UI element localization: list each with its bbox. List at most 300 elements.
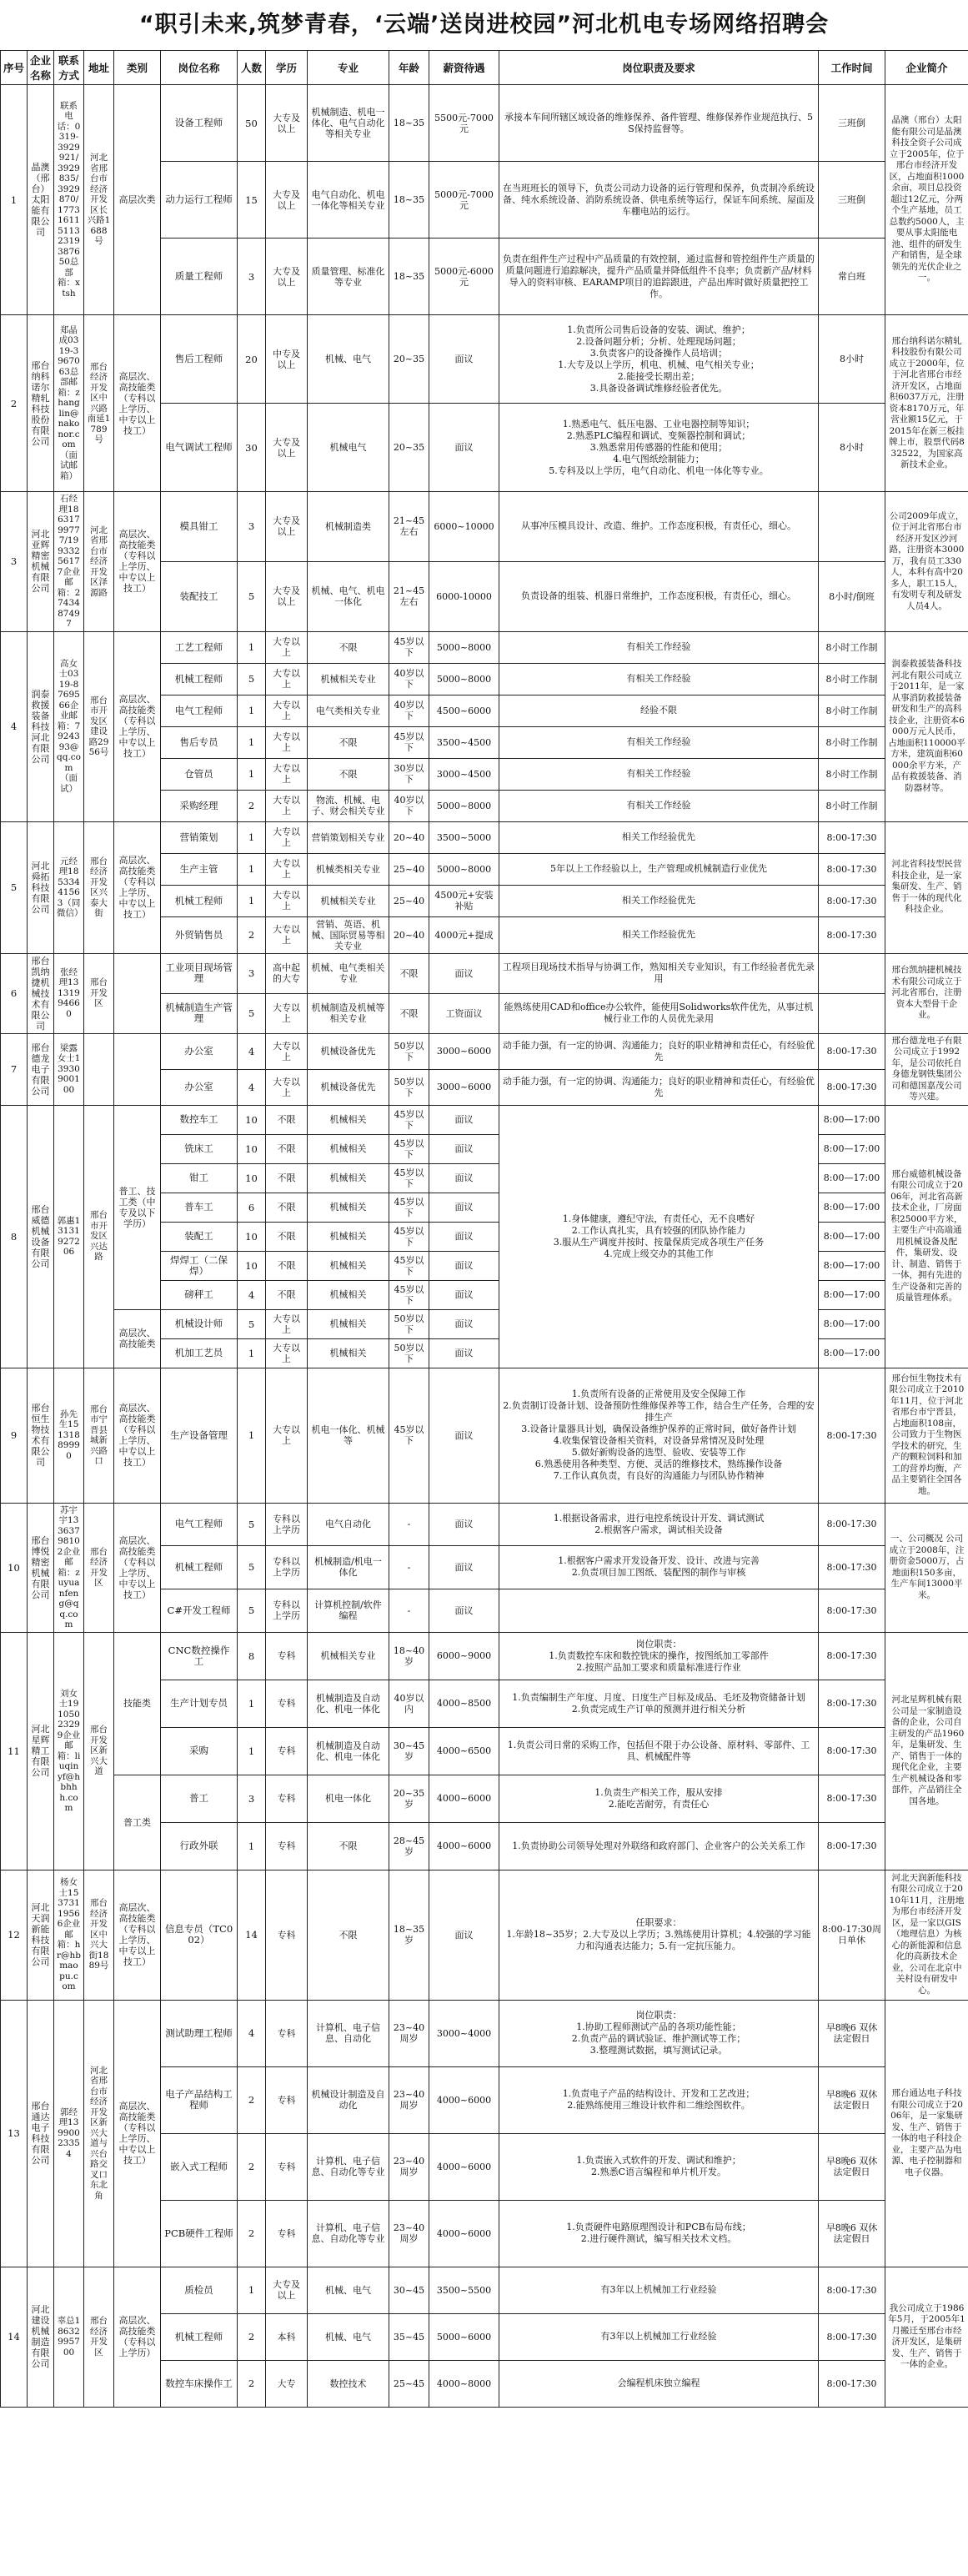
job-major: 机械制造及自动化、机电一体化 — [308, 1680, 389, 1727]
job-age: - — [389, 1546, 429, 1589]
job-salary: 4000~6500 — [429, 1727, 499, 1775]
job-education: 专科 — [266, 1727, 308, 1775]
job-salary: 面议 — [429, 1222, 499, 1251]
table-row — [1, 2000, 968, 2066]
job-major: 数控技术 — [308, 2360, 389, 2407]
job-salary: 面议 — [429, 315, 499, 404]
job-count: 4 — [238, 1280, 266, 1309]
job-salary: 4000~8500 — [429, 1680, 499, 1727]
job-work-time: 8:00-17:30 — [819, 1727, 885, 1775]
job-education: 大专及以上 — [266, 2267, 308, 2313]
row-number: 11 — [1, 1632, 28, 1870]
job-work-time: 早8晚6 双休 法定假日 — [819, 2000, 885, 2066]
job-count: 1 — [238, 758, 266, 790]
job-count: 1 — [238, 821, 266, 853]
job-salary: 4000~6000 — [429, 2066, 499, 2133]
job-category — [114, 953, 161, 1033]
job-duties: 1.负责所公司售后设备的安装、调试、维护； 2.设备问题分析；分析、处理现场问题； 3.负责客户的设备操作人员培训； 1.大专及以上学历，机电、机械、电气相关专业； 2.能接受长期出差； 3.具备设备调试维修经验者优先。 — [499, 315, 819, 404]
job-duties: 1.负责所有设备的正常使用及安全保障工作 2.负责制订设备计划、设备预防性维修保养等工作，结合生产任务，合理的安排生产 3.设备计量器具计划，确保设备维护保养的正常时间，做好备件计划 4.收集保管设备相关资料，对设备异常情况及时处理 5.做好新购设备的选型、验收、安装等工作 6.熟悉使用各种类型、方便、灵活的维修技术，熟练操作设备 7.工作认真负责，有良好的沟通能力与团队协作精神 — [499, 1368, 819, 1503]
job-major: 计算机、电子信息、自动化等专业 — [308, 2200, 389, 2267]
job-work-time — [819, 993, 885, 1033]
job-count: 5 — [238, 993, 266, 1033]
job-age: 18~35 — [389, 162, 429, 239]
job-education: 大专以上 — [266, 1069, 308, 1105]
job-major: 物流、机械、电子、财会相关专业 — [308, 790, 389, 821]
company-address: 邢台市开发区建设路2956号 — [84, 631, 114, 821]
job-work-time: 8:00-17:30 — [819, 1589, 885, 1632]
header-education: 学历 — [266, 51, 308, 85]
job-position: PCB硬件工程师 — [161, 2200, 238, 2267]
job-count: 1 — [238, 1338, 266, 1368]
company-intro: 晶澳（邢台）太阳能有限公司是晶澳科技全资子公司成立于2005年，位于邢台市经济开发区，占地面积1000余亩，项目总投资超过12亿元，分两个生产基地，员工总数约5000人，主要从事太阳能电池、组件的研发生产和销售，是全球领先的光伏企业之一。 — [885, 85, 968, 315]
job-education: 大专以上 — [266, 1338, 308, 1368]
job-education: 大专以上 — [266, 853, 308, 885]
company-address: 邢台经济开发区中兴路南延1789号 — [84, 315, 114, 492]
job-major: 机械、电气 — [308, 2313, 389, 2360]
job-major: 机械、电气类相关专业 — [308, 953, 389, 993]
job-position: 机械设计师 — [161, 1309, 238, 1338]
job-age: 20~35 — [389, 404, 429, 492]
job-age: 40岁以下 — [389, 663, 429, 695]
company-name: 邢台德龙电子有限公司 — [28, 1033, 54, 1105]
company-intro: 邢台凯纳捷机械技术有限公司成立于河北省邢台，注册资本大型骨干企业。 — [885, 953, 968, 1033]
company-name: 邢台博悦精密机械有限公司 — [28, 1503, 54, 1632]
job-duties: 有相关工作经验 — [499, 758, 819, 790]
header-duties: 岗位职责及要求 — [499, 51, 819, 85]
job-age: 28~45岁 — [389, 1822, 429, 1870]
job-age: 21~45左右 — [389, 561, 429, 631]
company-address: 邢台开发区 — [84, 953, 114, 1033]
job-position: 电气工程师 — [161, 1503, 238, 1546]
job-duties: 有相关工作经验 — [499, 726, 819, 758]
job-age: 不限 — [389, 953, 429, 993]
job-education: 不限 — [266, 1134, 308, 1163]
job-count: 50 — [238, 85, 266, 162]
job-salary: 5000元-6000元 — [429, 239, 499, 315]
job-education: 不限 — [266, 1105, 308, 1134]
job-work-time: 8:00-17:30 — [819, 853, 885, 885]
job-education: 不限 — [266, 1280, 308, 1309]
job-duties: 有相关工作经验 — [499, 790, 819, 821]
job-salary: 面议 — [429, 1338, 499, 1368]
header-major: 专业 — [308, 51, 389, 85]
job-count: 1 — [238, 726, 266, 758]
job-count: 5 — [238, 561, 266, 631]
job-major: 机械制造、机电一体化、电气自动化等相关专业 — [308, 85, 389, 162]
job-position: 焊焊工（二保焊） — [161, 1251, 238, 1280]
job-major: 机械类相关专业 — [308, 853, 389, 885]
row-number: 4 — [1, 631, 28, 821]
company-intro: 邢台威德机械设备有限公司成立于2006年，河北省高新技术企业，厂房面积25000平方米，主要生产中高端通用机械设备及配件，集研发、设计、制造、销售于一体，拥有先进的生产设备和完善的质量管理体系。 — [885, 1105, 968, 1368]
job-major: 电气类相关专业 — [308, 695, 389, 726]
job-age: 25~40 — [389, 853, 429, 885]
job-work-time: 8小时工作制 — [819, 758, 885, 790]
table-row — [1, 1309, 968, 1338]
company-address: 邢台市宁晋县城新兴路口 — [84, 1368, 114, 1503]
job-age: 30岁以下 — [389, 758, 429, 790]
job-major: 不限 — [308, 1870, 389, 2000]
job-salary: 5000~8000 — [429, 853, 499, 885]
job-count: 4 — [238, 2000, 266, 2066]
table-row — [1, 492, 968, 562]
job-work-time: 8:00—17:00 — [819, 1193, 885, 1222]
job-major: 机械相关专业 — [308, 1632, 389, 1680]
job-education: 专科 — [266, 1870, 308, 2000]
job-age: 20~35岁 — [389, 1775, 429, 1822]
row-number: 13 — [1, 2000, 28, 2267]
job-age: 45岁以下 — [389, 1251, 429, 1280]
company-intro: 润泰救援装备科技河北有限公司成立于2011年，是一家从事消防救援装备研发和生产的高科技企业，注册资本6000万元人民币，占地面积110000平方米，建筑面积60000余平方米，产品有救援装备、消防器材等。 — [885, 631, 968, 821]
job-work-time: 8小时工作制 — [819, 726, 885, 758]
job-duties: 负责设备的组装、机器日常维护，工作态度积极，有责任心，细心。 — [499, 561, 819, 631]
job-age: 18~35 — [389, 239, 429, 315]
company-address: 邢台经济开发区中兴大街1889号 — [84, 1870, 114, 2000]
company-intro: 邢台恒生物技术有限公司成立于2010年11月，位于河北省邢台市宁晋县，占地面积108亩，公司致力于生物医学技术的研究，生产的颗粒饲料和加工的营养均衡，产品主要销往全国各地。 — [885, 1368, 968, 1503]
job-duties: 有3年以上机械加工行业经验 — [499, 2267, 819, 2313]
job-duties: 相关工作经验优先 — [499, 916, 819, 953]
job-age: 50岁以下 — [389, 1033, 429, 1069]
job-work-time: 8:00-17:30 — [819, 1822, 885, 1870]
job-major: 营销、英语、机械、国际贸易等相关专业 — [308, 916, 389, 953]
header-no: 序号 — [1, 51, 28, 85]
company-intro: 邢台通达电子科技有限公司成立于2006年，是一家集研发、生产、销售于一体的电子科技企业，主要产品为电源、电子控制器和电子仪器。 — [885, 2000, 968, 2267]
company-intro: 邢台纳科诺尔精轧科技股份有限公司成立于2000年，位于河北省邢台市经济开发区，占地面积6037万元，注册资本8170万元，年营业额15亿元，于2015年在新三板挂牌上市，股票代码832522，为国家高新技术企业。 — [885, 315, 968, 492]
job-salary: 面议 — [429, 1589, 499, 1632]
header-position: 岗位名称 — [161, 51, 238, 85]
job-age: 50岁以下 — [389, 1309, 429, 1338]
job-work-time: 8:00—17:00 — [819, 1251, 885, 1280]
job-major: 机械设备优先 — [308, 1033, 389, 1069]
job-major: 机械电气 — [308, 404, 389, 492]
job-salary: 面议 — [429, 1546, 499, 1589]
company-address: 邢台市开发区兴达路 — [84, 1105, 114, 1368]
job-duties: 1.根据客户需求开发设备开发、设计、改进与完善 2.负责项目加工图纸、装配图的制作与审核 — [499, 1546, 819, 1589]
job-education: 大专以上 — [266, 916, 308, 953]
job-count: 10 — [238, 1163, 266, 1193]
row-number: 12 — [1, 1870, 28, 2000]
job-education: 大专及以上 — [266, 404, 308, 492]
job-age: 45岁以下 — [389, 1368, 429, 1503]
job-age: 23~40周岁 — [389, 2066, 429, 2133]
job-age: 40岁以下 — [389, 790, 429, 821]
header-company: 企业名称 — [28, 51, 54, 85]
job-age: 35~45 — [389, 2313, 429, 2360]
company-contact: 苏宇宇13363798102企业邮箱：zuyuanfeng@qq.com — [54, 1503, 84, 1632]
company-name: 邢台威德机械设备有限公司 — [28, 1105, 54, 1368]
job-age: 25~40 — [389, 885, 429, 916]
job-education: 大专以上 — [266, 1309, 308, 1338]
job-position: 工业项目现场管理 — [161, 953, 238, 993]
header-work-time: 工作时间 — [819, 51, 885, 85]
job-work-time: 三班倒 — [819, 85, 885, 162]
company-contact: 刘女士19105023299企业邮箱：liuqinyf@hbhhh.com — [54, 1632, 84, 1870]
job-position: 数控车床操作工 — [161, 2360, 238, 2407]
job-count: 10 — [238, 1105, 266, 1134]
company-contact: 杨女士15373119566企业邮箱：hr@hbmaopu.com — [54, 1870, 84, 2000]
company-address: 河北省邢台市经济开发区新兴大道与兴台路交叉口东北角 — [84, 2000, 114, 2267]
job-salary: 5000~8000 — [429, 631, 499, 663]
job-position: 采购经理 — [161, 790, 238, 821]
job-position: 采购 — [161, 1727, 238, 1775]
job-age: 45岁以下 — [389, 1222, 429, 1251]
job-salary: 5000~6000 — [429, 2313, 499, 2360]
job-salary: 面议 — [429, 404, 499, 492]
job-duties: 动手能力强，有一定的协调、沟通能力；良好的职业精神和责任心，有经验优先 — [499, 1069, 819, 1105]
job-education: 本科 — [266, 2313, 308, 2360]
company-name: 河北星辉精工有限公司 — [28, 1632, 54, 1870]
job-position: 动力运行工程师 — [161, 162, 238, 239]
job-education: 专科以上学历 — [266, 1546, 308, 1589]
job-position: 机械工程师 — [161, 885, 238, 916]
job-salary: 5500元-7000元 — [429, 85, 499, 162]
page-title: “职引未来,筑梦青春，‘云端’送岗进校园”河北机电专场网络招聘会 — [138, 12, 830, 38]
job-count: 10 — [238, 1222, 266, 1251]
job-work-time: 8:00-17:30 — [819, 1069, 885, 1105]
job-position: 普车工 — [161, 1193, 238, 1222]
job-duties: 相关工作经验优先 — [499, 821, 819, 853]
job-salary: 3000~4500 — [429, 758, 499, 790]
job-work-time: 8:00-17:30 — [819, 2313, 885, 2360]
job-count: 4 — [238, 1069, 266, 1105]
job-count: 1 — [238, 1727, 266, 1775]
job-salary: 面议 — [429, 953, 499, 993]
company-name: 邢台纳科诺尔精轧科技股份有限公司 — [28, 315, 54, 492]
job-duties: 1.负责公司日常的采购工作，包括但不限于办公设备、原材料、零部件、工具、机械配件等 — [499, 1727, 819, 1775]
job-position: 工艺工程师 — [161, 631, 238, 663]
job-salary: 5000~8000 — [429, 790, 499, 821]
job-work-time: 8小时工作制 — [819, 663, 885, 695]
company-name: 河北天润新能科技有限公司 — [28, 1870, 54, 2000]
job-major: 不限 — [308, 758, 389, 790]
company-intro: 我公司成立于1986年5月，于2005年1月搬迁至邢台市经济开发区，是集研发、生产、销售于一体的企业。 — [885, 2267, 968, 2407]
company-name: 河北亚辉精密机械有限公司 — [28, 492, 54, 632]
job-count: 3 — [238, 1775, 266, 1822]
company-name: 河北建设机械制造有限公司 — [28, 2267, 54, 2407]
header-row — [1, 51, 968, 85]
job-education: 大专及以上 — [266, 561, 308, 631]
job-major: 机械制造及机械等相关专业 — [308, 993, 389, 1033]
job-duties: 任职要求： 1.年龄18~35岁；2.大专及以上学历；3.熟练使用计算机；4.较强的学习能力和沟通表达能力；5.有一定抗压能力。 — [499, 1870, 819, 2000]
job-count: 5 — [238, 1309, 266, 1338]
job-count: 1 — [238, 853, 266, 885]
job-work-time: 8:00—17:00 — [819, 1134, 885, 1163]
job-age: 45岁以下 — [389, 631, 429, 663]
job-position: 磅秤工 — [161, 1280, 238, 1309]
job-salary: 4500元+安装补贴 — [429, 885, 499, 916]
job-age: 18~35岁 — [389, 1870, 429, 2000]
company-intro: 河北星辉机械有限公司是一家制造设备的企业，公司自主研发的产品1960年，是集研发、生产、销售于一体的现代化企业，主要生产机械设备和零部件，产品销往全国各地。 — [885, 1632, 968, 1870]
company-contact: 郭惠13131927206 — [54, 1105, 84, 1368]
job-age: 23~40周岁 — [389, 2133, 429, 2200]
job-position: 外贸销售员 — [161, 916, 238, 953]
job-work-time: 8小时工作制 — [819, 695, 885, 726]
job-education: 大专以上 — [266, 1368, 308, 1503]
job-position: 电气调试工程师 — [161, 404, 238, 492]
job-position: 机械制造生产管理 — [161, 993, 238, 1033]
job-position: 装配技工 — [161, 561, 238, 631]
job-count: 8 — [238, 1632, 266, 1680]
job-work-time: 三班倒 — [819, 162, 885, 239]
job-position: 生产主管 — [161, 853, 238, 885]
company-contact: 联系电话：0319-3929921/3929835/3929870/17731611511323193876 50总部箱：xtsh — [54, 85, 84, 315]
job-salary: 3000~4000 — [429, 2000, 499, 2066]
job-salary: 4500~6000 — [429, 695, 499, 726]
row-number: 5 — [1, 821, 28, 953]
job-position: 信息专员（TC002） — [161, 1870, 238, 2000]
job-work-time: 8:00-17:30 — [819, 1632, 885, 1680]
job-table-body — [1, 85, 968, 2408]
job-education: 大专以上 — [266, 993, 308, 1033]
company-intro: 公司2009年成立，位于河北省邢台市经济开发区沙河路，注册资本3000万，我有员工330人，本科有高中20多人，职工15人，有发明专利及研发人员4人。 — [885, 492, 968, 632]
job-count: 3 — [238, 953, 266, 993]
company-intro: 河北省科技型民营科技企业，是一家集研发、生产、销售于一体的现代化科技企业。 — [885, 821, 968, 953]
job-position: 售后工程师 — [161, 315, 238, 404]
job-salary: 4000~6000 — [429, 1822, 499, 1870]
job-education: 大专以上 — [266, 631, 308, 663]
job-major: 机械相关 — [308, 1280, 389, 1309]
job-category: 高层次、高技能类（专科以上学历、中专以上技工） — [114, 492, 161, 632]
job-salary: 面议 — [429, 1251, 499, 1280]
job-age: 40岁以下 — [389, 695, 429, 726]
job-category: 高层次、高技能类（专科以上学历、中专以上技工） — [114, 1368, 161, 1503]
job-major: 机械、电气、机电一体化 — [308, 561, 389, 631]
job-work-time: 8:00-17:30周日单休 — [819, 1870, 885, 2000]
job-education: 中专及以上 — [266, 315, 308, 404]
job-major: 营销策划相关专业 — [308, 821, 389, 853]
job-education: 不限 — [266, 1163, 308, 1193]
company-name: 润泰救援装备科技河北有限公司 — [28, 631, 54, 821]
job-major: 机械相关 — [308, 1193, 389, 1222]
job-position: 质量工程师 — [161, 239, 238, 315]
job-work-time — [819, 953, 885, 993]
job-age: 45岁以下 — [389, 1280, 429, 1309]
table-row — [1, 1033, 968, 1069]
job-work-time: 8:00-17:30 — [819, 1368, 885, 1503]
job-age: 50岁以下 — [389, 1069, 429, 1105]
job-position: 钳工 — [161, 1163, 238, 1193]
table-row — [1, 1503, 968, 1546]
table-row — [1, 953, 968, 993]
job-education: 大专以上 — [266, 758, 308, 790]
job-education: 大专以上 — [266, 1033, 308, 1069]
job-education: 大专以上 — [266, 726, 308, 758]
table-row — [1, 821, 968, 853]
job-salary: 3000~6000 — [429, 1069, 499, 1105]
job-duties: 会编程机床独立编程 — [499, 2360, 819, 2407]
job-duties: 1.负责协助公司领导处理对外联络和政府部门、企业客户的公关关系工作 — [499, 1822, 819, 1870]
company-contact: 梁露女士13930900100 — [54, 1033, 84, 1105]
job-salary: 3500~4500 — [429, 726, 499, 758]
job-duties: 1.根据设备需求，进行电控系统设计开发、调试测试 2.根据客户需求，调试相关设备 — [499, 1503, 819, 1546]
job-category: 技能类 — [114, 1632, 161, 1775]
job-age: 45岁以下 — [389, 726, 429, 758]
row-number: 9 — [1, 1368, 28, 1503]
table-row — [1, 1775, 968, 1822]
company-name: 邢台通达电子科技有限公司 — [28, 2000, 54, 2267]
job-work-time: 8:00-17:30 — [819, 2360, 885, 2407]
job-position: 铣床工 — [161, 1134, 238, 1163]
job-category: 高层次、高技能类（专科以上学历、中专以上技工） — [114, 1870, 161, 2000]
job-education: 不限 — [266, 1193, 308, 1222]
job-salary: 面议 — [429, 1503, 499, 1546]
job-age: 40岁以内 — [389, 1680, 429, 1727]
job-work-time: 8:00-17:30 — [819, 2267, 885, 2313]
job-work-time: 8小时 — [819, 404, 885, 492]
company-address: 邢台经济开发区 — [84, 1503, 114, 1632]
job-age: 18~35 — [389, 85, 429, 162]
job-work-time: 早8晚6 双休 法定假日 — [819, 2133, 885, 2200]
job-work-time: 8:00—17:00 — [819, 1338, 885, 1368]
job-duties: 工程项目现场技术指导与协调工作，熟知相关专业知识，有工作经验者优先录用 — [499, 953, 819, 993]
job-age: 21~45左右 — [389, 492, 429, 562]
header-count: 人数 — [238, 51, 266, 85]
job-salary: 面议 — [429, 1163, 499, 1193]
job-salary: 6000~9000 — [429, 1632, 499, 1680]
table-row — [1, 85, 968, 162]
job-position: 普工 — [161, 1775, 238, 1822]
job-position: 办公室 — [161, 1069, 238, 1105]
job-salary: 面议 — [429, 1193, 499, 1222]
job-age: 18~40岁 — [389, 1632, 429, 1680]
job-duties: 1.负责生产相关工作，服从安排 2.能吃苦耐劳，有责任心 — [499, 1775, 819, 1822]
job-duties: 能熟练使用CAD和office办公软件，能使用Solidworks软件优先，从事过机械行业工作的人员优先录用 — [499, 993, 819, 1033]
job-duties: 从事冲压模具设计、改造、维护。工作态度积极，有责任心，细心。 — [499, 492, 819, 562]
row-number: 6 — [1, 953, 28, 1033]
job-work-time: 8:00-17:30 — [819, 885, 885, 916]
company-contact: 郭经理13990023354 — [54, 2000, 84, 2267]
job-major: 机械设备优先 — [308, 1069, 389, 1105]
job-position: 生产设备管理 — [161, 1368, 238, 1503]
table-row — [1, 315, 968, 404]
company-address: 邢台经济开发区 — [84, 2267, 114, 2407]
job-position: 数控车工 — [161, 1105, 238, 1134]
job-education: 专科以上学历 — [266, 1503, 308, 1546]
job-work-time: 8:00-17:30 — [819, 916, 885, 953]
job-count: 1 — [238, 1368, 266, 1503]
job-education: 大专以上 — [266, 695, 308, 726]
job-salary: 3500~5500 — [429, 2267, 499, 2313]
job-work-time: 早8晚6 双休 法定假日 — [819, 2066, 885, 2133]
job-major: 计算机、电子信息、自动化等专业 — [308, 2133, 389, 2200]
row-number: 3 — [1, 492, 28, 632]
table-row — [1, 1632, 968, 1680]
job-position: 仓管员 — [161, 758, 238, 790]
job-position: 质检员 — [161, 2267, 238, 2313]
job-duties: 岗位职责： 1.负责数控车床和数控铣床的操作，按图纸加工零部件 2.按照产品加工要求和质量标准进行作业 — [499, 1632, 819, 1680]
job-count: 2 — [238, 2133, 266, 2200]
job-education: 大专 — [266, 2360, 308, 2407]
job-count: 4 — [238, 1033, 266, 1069]
job-work-time: 8:00—17:00 — [819, 1309, 885, 1338]
job-age: 25~45 — [389, 2360, 429, 2407]
job-category: 高层次、高技能类（专科以上学历、中专以上技工） — [114, 1503, 161, 1632]
job-education: 大专以上 — [266, 790, 308, 821]
job-position: 电气工程师 — [161, 695, 238, 726]
job-major: 电气自动化 — [308, 1503, 389, 1546]
job-education: 大专及以上 — [266, 492, 308, 562]
job-duties: 负责在组件生产过程中产品质量的有效控制，通过监督和管控组件生产质量的质量问题进行追踪解决，提升产品质量并降低组件不良率；负责新产品/材料导入的资料审核、EARAMP项目的追踪跟进，产品出库时做好质量把控工作。 — [499, 239, 819, 315]
header-age: 年龄 — [389, 51, 429, 85]
row-number: 1 — [1, 85, 28, 315]
job-work-time: 常白班 — [819, 239, 885, 315]
job-work-time: 8小时工作制 — [819, 631, 885, 663]
job-major: 机械相关 — [308, 1251, 389, 1280]
job-salary: 3500~5000 — [429, 821, 499, 853]
job-major: 机械设计制造及自动化 — [308, 2066, 389, 2133]
job-duties: 1.负责电子产品的结构设计、开发和工艺改进； 2.能熟练使用三维设计软件和二维绘图软件。 — [499, 2066, 819, 2133]
job-position: 测试助理工程师 — [161, 2000, 238, 2066]
job-education: 专科 — [266, 1632, 308, 1680]
